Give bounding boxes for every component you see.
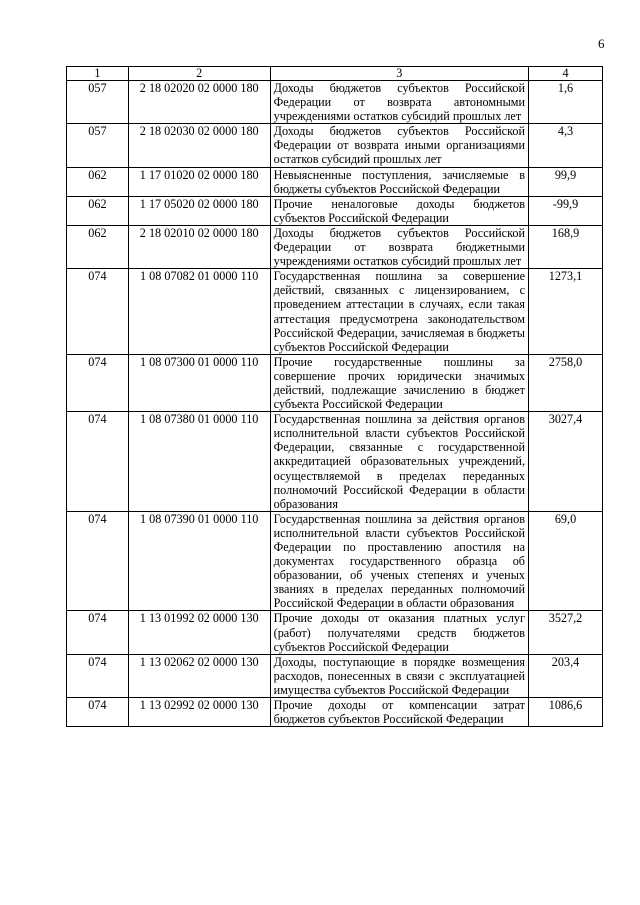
revenue-name-cell: Доходы бюджетов субъектов Российской Федерации от возврата бюджетными учреждениями остатков субсидий прошлых лет — [270, 225, 528, 268]
admin-code-cell: 074 — [67, 654, 129, 697]
revenue-code-cell: 1 13 02062 02 0000 130 — [128, 654, 270, 697]
revenue-name-cell: Доходы бюджетов субъектов Российской Федерации от возврата иными организациями остатков субсидий прошлых лет — [270, 124, 528, 167]
revenue-name-cell: Прочие доходы от компенсации затрат бюджетов субъектов Российской Федерации — [270, 698, 528, 727]
table-row — [67, 511, 603, 611]
amount-cell: 1086,6 — [529, 698, 603, 727]
revenue-code-cell: 1 13 02992 02 0000 130 — [128, 698, 270, 727]
revenue-code-cell: 1 08 07390 01 0000 110 — [128, 511, 270, 611]
table-row — [67, 698, 603, 727]
table-row — [67, 81, 603, 124]
table-row — [67, 124, 603, 167]
admin-code-cell: 057 — [67, 124, 129, 167]
amount-cell: 4,3 — [529, 124, 603, 167]
amount-cell: 69,0 — [529, 511, 603, 611]
revenue-code-cell: 1 17 05020 02 0000 180 — [128, 196, 270, 225]
header-cell-3: 3 — [270, 67, 528, 81]
admin-code-cell: 074 — [67, 412, 129, 512]
revenue-code-cell: 2 18 02010 02 0000 180 — [128, 225, 270, 268]
header-cell-4: 4 — [529, 67, 603, 81]
admin-code-cell: 074 — [67, 269, 129, 355]
admin-code-cell: 074 — [67, 698, 129, 727]
amount-cell: -99,9 — [529, 196, 603, 225]
header-cell-2: 2 — [128, 67, 270, 81]
amount-cell: 168,9 — [529, 225, 603, 268]
admin-code-cell: 062 — [67, 167, 129, 196]
revenue-name-cell: Доходы, поступающие в порядке возмещения расходов, понесенных в связи с эксплуатацией имущества субъектов Российской Федерации — [270, 654, 528, 697]
admin-code-cell: 074 — [67, 511, 129, 611]
admin-code-cell: 062 — [67, 225, 129, 268]
amount-cell: 1,6 — [529, 81, 603, 124]
amount-cell: 99,9 — [529, 167, 603, 196]
revenue-name-cell: Доходы бюджетов субъектов Российской Федерации от возврата автономными учреждениями остатков субсидий прошлых лет — [270, 81, 528, 124]
revenue-name-cell: Прочие неналоговые доходы бюджетов субъектов Российской Федерации — [270, 196, 528, 225]
revenue-name-cell: Государственная пошлина за действия органов исполнительной власти субъектов Российской Федерации, связанные с государственной аккредитацией образовательных учреждений, осуществляемой в пределах переданных полномочий Российской Федерации в области образования — [270, 412, 528, 512]
revenue-code-cell: 1 13 01992 02 0000 130 — [128, 611, 270, 654]
table-row — [67, 269, 603, 355]
revenue-code-cell: 2 18 02030 02 0000 180 — [128, 124, 270, 167]
revenue-code-cell: 1 08 07300 01 0000 110 — [128, 354, 270, 411]
revenue-name-cell: Государственная пошлина за совершение действий, связанных с лицензированием, с проведением аттестации в случаях, если такая аттестация предусмотрена законодательством Российской Федерации, зачисляемая в бюджеты субъектов Российской Федерации — [270, 269, 528, 355]
revenue-code-cell: 2 18 02020 02 0000 180 — [128, 81, 270, 124]
header-cell-1: 1 — [67, 67, 129, 81]
admin-code-cell: 062 — [67, 196, 129, 225]
page-number: 6 — [598, 36, 605, 51]
amount-cell: 3527,2 — [529, 611, 603, 654]
revenue-name-cell: Прочие доходы от оказания платных услуг (работ) получателями средств бюджетов субъектов Российской Федерации — [270, 611, 528, 654]
table-header-row — [67, 67, 603, 81]
admin-code-cell: 057 — [67, 81, 129, 124]
table-row — [67, 196, 603, 225]
table-row — [67, 354, 603, 411]
revenue-name-cell: Государственная пошлина за действия органов исполнительной власти субъектов Российской Федерации по проставлению апостиля на документах государственного образца об образовании, об ученых степенях и ученых званиях в пределах переданных полномочий Российской Федерации в области образования — [270, 511, 528, 611]
amount-cell: 2758,0 — [529, 354, 603, 411]
amount-cell: 3027,4 — [529, 412, 603, 512]
table-row — [67, 654, 603, 697]
amount-cell: 203,4 — [529, 654, 603, 697]
table-row — [67, 611, 603, 654]
revenue-code-cell: 1 08 07082 01 0000 110 — [128, 269, 270, 355]
revenue-code-cell: 1 17 01020 02 0000 180 — [128, 167, 270, 196]
amount-cell: 1273,1 — [529, 269, 603, 355]
revenue-name-cell: Невыясненные поступления, зачисляемые в бюджеты субъектов Российской Федерации — [270, 167, 528, 196]
revenue-code-cell: 1 08 07380 01 0000 110 — [128, 412, 270, 512]
table-row — [67, 225, 603, 268]
revenue-table — [66, 66, 603, 727]
revenue-name-cell: Прочие государственные пошлины за совершение прочих юридически значимых действий, подлежащие зачислению в бюджет субъекта Российской Федерации — [270, 354, 528, 411]
table-row — [67, 412, 603, 512]
admin-code-cell: 074 — [67, 354, 129, 411]
table-row — [67, 167, 603, 196]
admin-code-cell: 074 — [67, 611, 129, 654]
